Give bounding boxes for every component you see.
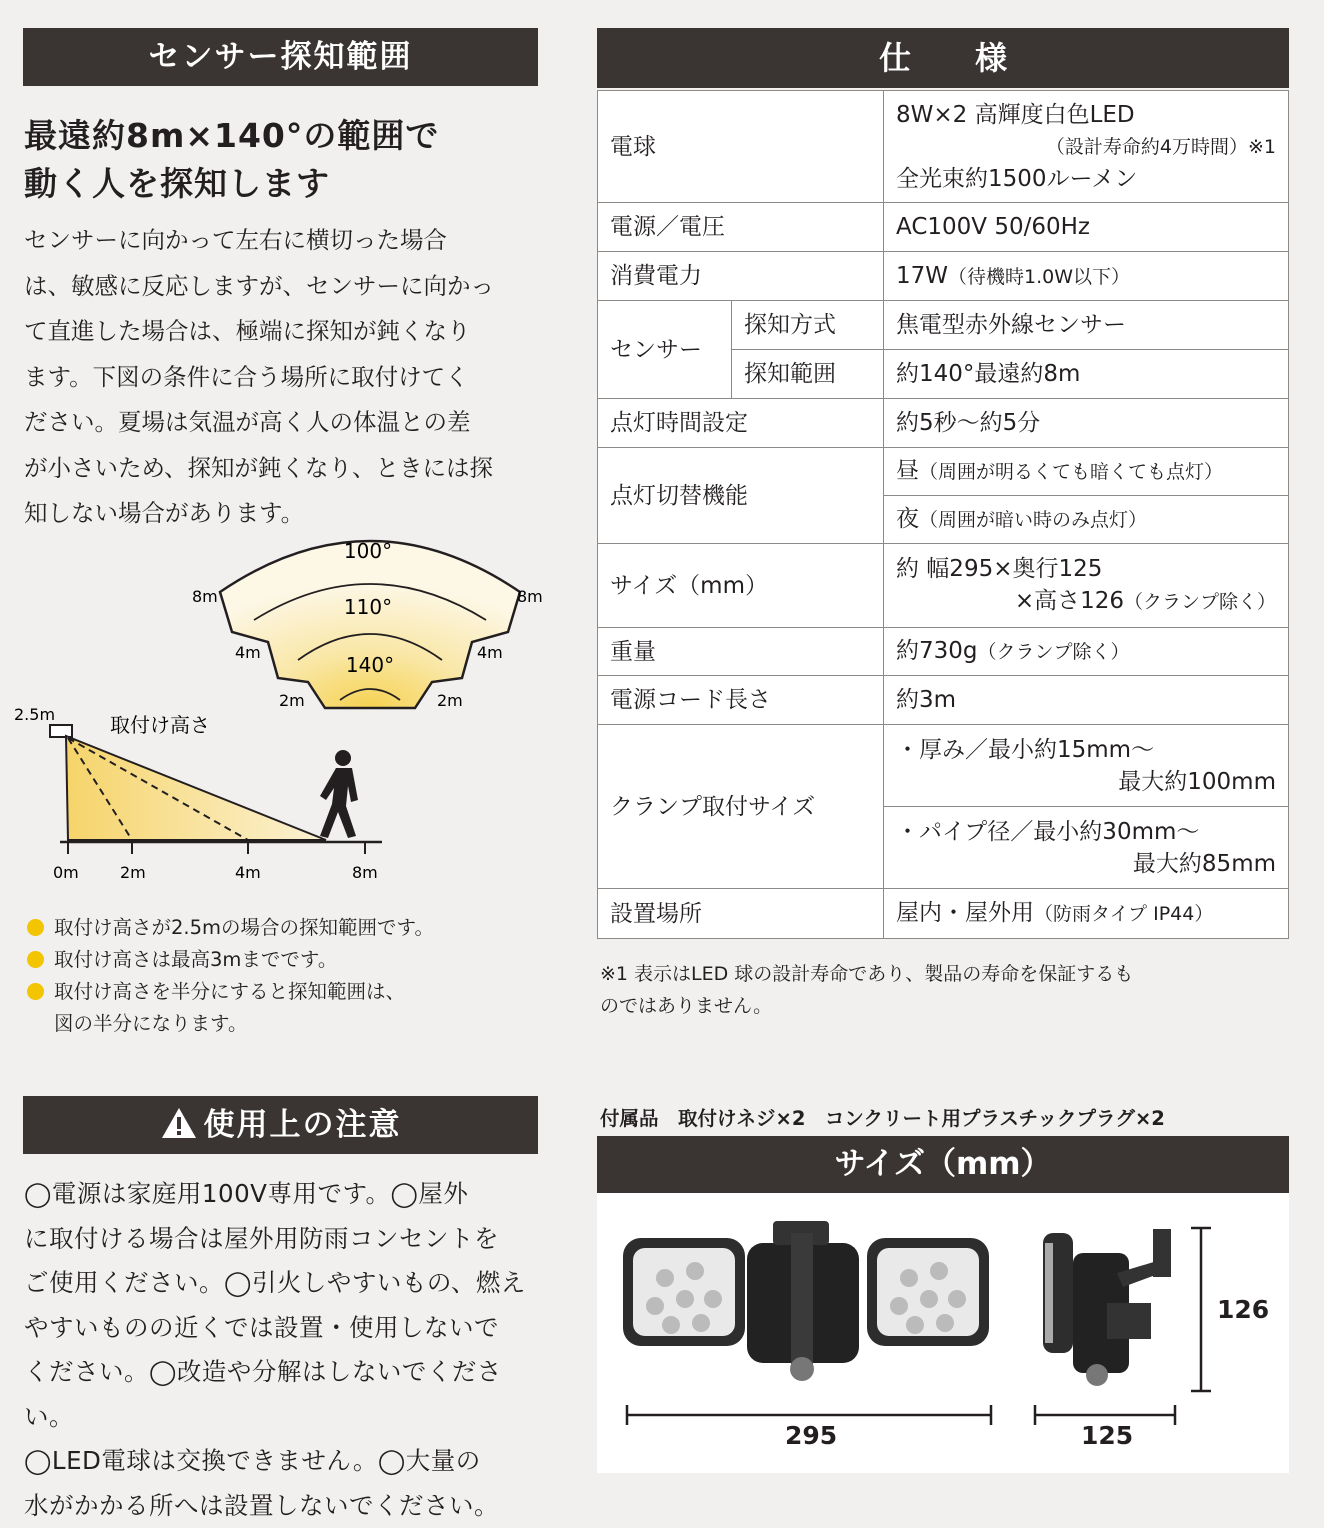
caution-header-text: 使用上の注意 bbox=[204, 1107, 402, 1143]
value-line: 約 幅295×奥行125 bbox=[896, 553, 1276, 585]
para-line: センサーに向かって左右に横切った場合 bbox=[24, 218, 544, 264]
para-line: ます。下図の条件に合う場所に取付けてく bbox=[24, 355, 544, 401]
mount-height-label: 取付け高さ bbox=[110, 713, 210, 737]
spec-sublabel: 探知範囲 bbox=[732, 350, 884, 399]
list-item bbox=[24, 912, 544, 944]
caution-line: 水がかかる所へは設置しないでください。 bbox=[24, 1484, 544, 1528]
height-label: 2.5m bbox=[14, 705, 55, 724]
table-row bbox=[598, 91, 1289, 203]
table-row bbox=[598, 203, 1289, 252]
lead-text bbox=[24, 112, 544, 208]
spec-label: 設置場所 bbox=[598, 889, 884, 939]
caution-line: に取付ける場合は屋外用防雨コンセントを bbox=[24, 1217, 544, 1262]
spec-label: 重量 bbox=[598, 628, 884, 676]
spec-label: クランプ取付サイズ bbox=[598, 725, 884, 889]
para-line: ださい。夏場は気温が高く人の体温との差 bbox=[24, 400, 544, 446]
distance-label: 2m bbox=[279, 691, 305, 710]
bullet-text: 取付け高さが2.5mの場合の探知範囲です。 bbox=[54, 912, 434, 944]
caution-line: ください。◯改造や分解はしないでください。 bbox=[24, 1350, 544, 1439]
spec-label: 消費電力 bbox=[598, 252, 884, 301]
sensor-light-icon bbox=[50, 725, 72, 737]
list-item bbox=[24, 944, 544, 976]
bullet-text: 図の半分になります。 bbox=[54, 1008, 247, 1040]
spec-label: 電球 bbox=[598, 91, 884, 203]
caution-text bbox=[24, 1172, 544, 1528]
value-part: （防雨タイプ IP44） bbox=[1034, 903, 1213, 925]
table-row bbox=[598, 628, 1289, 676]
value-part: 昼 bbox=[896, 458, 919, 484]
caution-line: ◯電源は家庭用100V専用です。◯屋外 bbox=[24, 1172, 544, 1217]
para-line: は、敏感に反応しますが、センサーに向かっ bbox=[24, 264, 544, 310]
value-line: （設計寿命約4万時間）※1 bbox=[896, 131, 1276, 163]
spec-value bbox=[884, 628, 1289, 676]
table-row bbox=[598, 889, 1289, 939]
caution-line: ◯LED電球は交換できません。◯大量の bbox=[24, 1439, 544, 1484]
spec-value bbox=[884, 544, 1289, 628]
value-part: 17W bbox=[896, 263, 948, 289]
footnote-line: のではありません。 bbox=[600, 990, 1290, 1022]
axis-label: 2m bbox=[120, 863, 146, 882]
width-dimension: 295 bbox=[785, 1421, 837, 1450]
caution-line: やすいものの近くでは設置・使用しないで bbox=[24, 1306, 544, 1351]
distance-label: 4m bbox=[235, 643, 261, 662]
sensor-description bbox=[24, 218, 544, 537]
lead-line: 動く人を探知します bbox=[24, 160, 544, 208]
distance-label: 4m bbox=[477, 643, 503, 662]
spec-value bbox=[884, 889, 1289, 939]
height-dimension: 126 bbox=[1217, 1295, 1269, 1324]
spec-value: 焦電型赤外線センサー bbox=[884, 301, 1289, 350]
value-part: （クランプ除く） bbox=[1124, 591, 1276, 613]
table-row bbox=[598, 301, 1289, 350]
table-row bbox=[598, 676, 1289, 725]
bullet-dot-icon bbox=[27, 983, 44, 1000]
spec-value bbox=[884, 252, 1289, 301]
axis-label: 0m bbox=[53, 863, 79, 882]
para-line: て直進した場合は、極端に探知が鈍くなり bbox=[24, 309, 544, 355]
depth-dimension: 125 bbox=[1081, 1421, 1133, 1450]
table-row bbox=[598, 399, 1289, 448]
footnote bbox=[600, 958, 1290, 1022]
distance-label: 8m bbox=[192, 587, 218, 606]
spec-value bbox=[884, 496, 1289, 544]
spec-table bbox=[597, 90, 1289, 939]
size-header: サイズ（mm） bbox=[597, 1136, 1289, 1193]
table-row bbox=[598, 725, 1289, 807]
spec-label: 点灯時間設定 bbox=[598, 399, 884, 448]
value-part: 夜 bbox=[896, 506, 919, 532]
para-line: が小さいため、探知が鈍くなり、ときには探 bbox=[24, 446, 544, 492]
value-part: （周囲が明るくても暗くても点灯） bbox=[919, 461, 1223, 483]
spec-value: AC100V 50/60Hz bbox=[884, 203, 1289, 252]
angle-label: 100° bbox=[344, 539, 392, 563]
value-line: 最大約85mm bbox=[896, 848, 1276, 880]
spec-label: 電源／電圧 bbox=[598, 203, 884, 252]
angle-label: 110° bbox=[344, 595, 392, 619]
bullet-dot-icon bbox=[27, 951, 44, 968]
list-item bbox=[24, 976, 544, 1008]
caution-header bbox=[23, 1096, 538, 1154]
value-line bbox=[896, 585, 1276, 618]
spec-label: サイズ（mm） bbox=[598, 544, 884, 628]
spec-sublabel: 探知方式 bbox=[732, 301, 884, 350]
axis-label: 8m bbox=[352, 863, 378, 882]
spec-value: 約3m bbox=[884, 676, 1289, 725]
lead-line: 最遠約8m×140°の範囲で bbox=[24, 112, 544, 160]
value-part: 約730g bbox=[896, 638, 978, 664]
bullet-dot-icon bbox=[27, 919, 44, 936]
spec-value: 約140°最遠約8m bbox=[884, 350, 1289, 399]
axis-label: 4m bbox=[235, 863, 261, 882]
spec-value bbox=[884, 448, 1289, 496]
light-front-view-icon bbox=[623, 1221, 989, 1381]
warning-triangle-icon bbox=[160, 1106, 198, 1140]
caution-line: ご使用ください。◯引火しやすいもの、燃え bbox=[24, 1261, 544, 1306]
sensor-range-header: センサー探知範囲 bbox=[23, 28, 538, 86]
notes-list bbox=[24, 912, 544, 1040]
mounting-height-diagram bbox=[10, 700, 400, 890]
product-size-figure bbox=[597, 1193, 1289, 1473]
accessories-line: 付属品 取付けネジ×2 コンクリート用プラスチックプラグ×2 bbox=[600, 1102, 1300, 1136]
spec-label: 電源コード長さ bbox=[598, 676, 884, 725]
angle-label: 140° bbox=[346, 653, 394, 677]
value-line: ・厚み／最小約15mm〜 bbox=[896, 734, 1276, 766]
distance-label: 8m bbox=[517, 587, 543, 606]
spec-label: センサー bbox=[598, 301, 732, 399]
para-line: 知しない場合があります。 bbox=[24, 491, 544, 537]
value-part: （待機時1.0W以下） bbox=[948, 266, 1130, 288]
table-row bbox=[598, 544, 1289, 628]
spec-value bbox=[884, 91, 1289, 203]
value-part: 屋内・屋外用 bbox=[896, 900, 1034, 926]
light-side-view-icon bbox=[1043, 1229, 1171, 1386]
spec-label: 点灯切替機能 bbox=[598, 448, 884, 544]
walking-person-icon bbox=[320, 750, 358, 838]
value-part: ×高さ126 bbox=[1015, 588, 1124, 614]
bullet-text: 取付け高さを半分にすると探知範囲は、 bbox=[54, 976, 405, 1008]
value-line: 8W×2 高輝度白色LED bbox=[896, 99, 1276, 131]
footnote-line: ※1 表示はLED 球の設計寿命であり、製品の寿命を保証するも bbox=[600, 958, 1290, 990]
value-line: 最大約100mm bbox=[896, 766, 1276, 798]
spec-header: 仕 様 bbox=[597, 28, 1289, 88]
product-drawing bbox=[597, 1193, 1289, 1473]
value-line: 全光束約1500ルーメン bbox=[896, 163, 1276, 195]
bullet-text: 取付け高さは最高3mまでです。 bbox=[54, 944, 337, 976]
detection-fan-diagram bbox=[180, 530, 560, 720]
spec-value bbox=[884, 807, 1289, 889]
value-part: （周囲が暗い時のみ点灯） bbox=[919, 509, 1147, 531]
value-part: （クランプ除く） bbox=[978, 641, 1130, 663]
spec-value: 約5秒〜約5分 bbox=[884, 399, 1289, 448]
table-row bbox=[598, 448, 1289, 496]
distance-label: 2m bbox=[437, 691, 463, 710]
spec-value bbox=[884, 725, 1289, 807]
list-item bbox=[24, 1008, 544, 1040]
table-row bbox=[598, 252, 1289, 301]
value-line: ・パイプ径／最小約30mm〜 bbox=[896, 816, 1276, 848]
